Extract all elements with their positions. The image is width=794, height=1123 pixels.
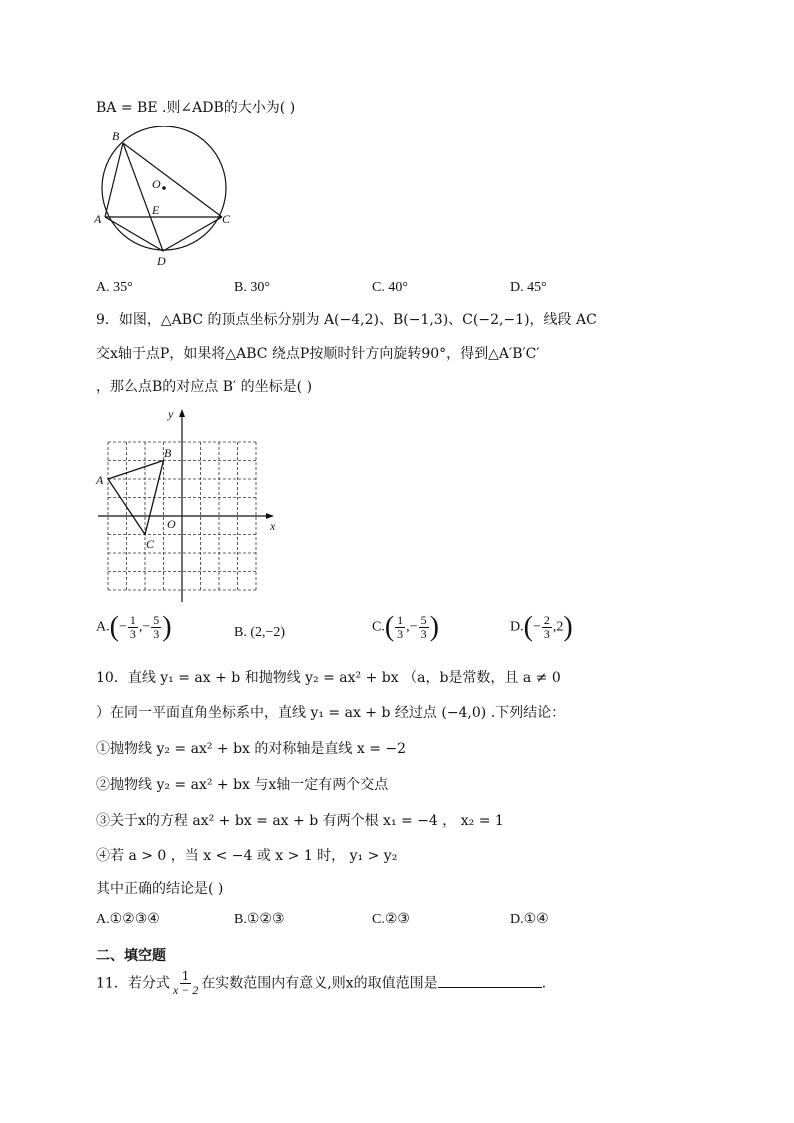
q10-conclusion-3: ③关于x的方程 ax² + bx = ax + b 有两个根 x₁ = −4 ， x₂ = 1	[96, 813, 504, 829]
q10-conclusion-4: ④若 a > 0 ，当 x < −4 或 x > 1 时， y₁ > y₂	[96, 848, 398, 864]
label-b: B	[112, 129, 120, 143]
point-a-label: A	[96, 473, 104, 487]
label-c: C	[222, 212, 231, 226]
q8-option-c[interactable]: C. 40°	[372, 280, 408, 295]
label-a: A	[94, 212, 102, 226]
axis-x-label: x	[270, 519, 276, 533]
q10-option-d[interactable]: D.①④	[510, 912, 549, 927]
q11-line: 11．若分式 $\frac{1}{x - 2}$ 在实数范围内有意义,则x的取值范围是 .	[96, 969, 547, 997]
section-fill-in-title: 二、填空题	[96, 948, 166, 964]
q10-line-2: ）在同一平面直角坐标系中，直线 y₁ = ax + b 经过点 (−4,0) .下列结论：	[96, 705, 566, 721]
q10-option-b[interactable]: B.①②③	[234, 912, 285, 927]
axis-y-label: y	[168, 407, 174, 421]
q10-question: 其中正确的结论是( )	[96, 881, 224, 897]
point-b-label: B	[164, 446, 172, 460]
q9-option-d[interactable]: D.(− $\frac{2}{3}$ ,2)	[510, 611, 573, 643]
q9-option-a[interactable]: A.(− $\frac{1}{3}$ ,− $\frac{5}{3}$ )	[96, 611, 172, 643]
q9-option-b[interactable]: B. (2,−2)	[234, 625, 286, 640]
q10-conclusion-2: ②抛物线 y₂ = ax² + bx 与x轴一定有两个交点	[96, 777, 389, 793]
q8-stem: BA = BE .则∠ADB的大小为( )	[96, 100, 296, 116]
q10-conclusion-1: ①抛物线 y₂ = ax² + bx 的对称轴是直线 x = −2	[96, 741, 407, 757]
q9-line-2: 交x轴于点P，如果将△ABC 绕点P按顺时针方向旋转90°，得到△A′B′C′	[96, 346, 540, 362]
q9-coordinate-grid	[94, 404, 286, 606]
label-e: E	[152, 203, 160, 217]
label-d: D	[157, 254, 166, 268]
label-o: O	[152, 177, 161, 191]
q9-line-3: ，那么点B的对应点 B′ 的坐标是( )	[96, 379, 313, 395]
q8-circle-figure	[94, 126, 244, 268]
origin-label: O	[167, 517, 176, 531]
q11-fraction: $\frac{1}{x - 2}$	[172, 969, 199, 997]
q8-option-d[interactable]: D. 45°	[510, 280, 547, 295]
q9-option-c[interactable]: C.( $\frac{1}{3}$ ,− $\frac{5}{3}$ )	[372, 611, 439, 643]
q8-option-b[interactable]: B. 30°	[234, 280, 270, 295]
q10-option-a[interactable]: A.①②③④	[96, 912, 160, 927]
q10-option-c[interactable]: C.②③	[372, 912, 410, 927]
point-c-label: C	[146, 537, 155, 551]
q10-line-1: 10．直线 y₁ = ax + b 和抛物线 y₂ = ax² + bx （a，b是常数，且 a ≠ 0	[96, 670, 561, 686]
q8-option-a[interactable]: A. 35°	[96, 280, 133, 295]
q9-line-1: 9．如图，△ABC 的顶点坐标分别为 A(−4,2)、B(−1,3)、C(−2,−1)，线段 AC	[96, 312, 597, 328]
q11-answer-blank[interactable]	[438, 973, 542, 988]
